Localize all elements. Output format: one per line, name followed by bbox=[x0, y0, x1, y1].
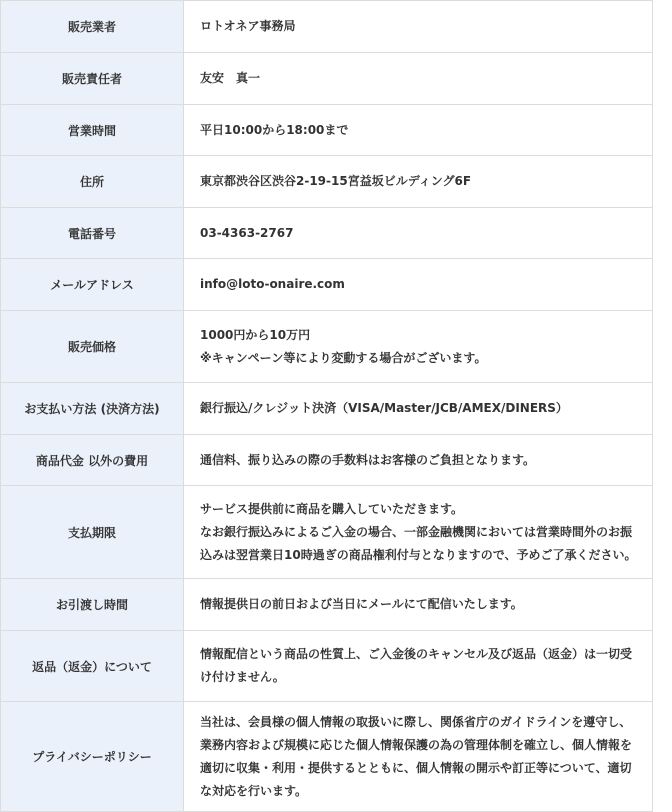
row-label: 商品代金 以外の費用 bbox=[1, 435, 184, 486]
value-line: なお銀行振込みによるご入金の場合、一部金融機関においては営業時間外のお振 bbox=[200, 524, 633, 539]
row-label: 返品（返金）について bbox=[1, 631, 184, 702]
table-row bbox=[1, 579, 653, 631]
row-value bbox=[184, 105, 653, 156]
row-label: メールアドレス bbox=[1, 259, 184, 311]
value-line: 込みは翌営業日10時過ぎの商品権利付与となりますので、予めご了承ください。 bbox=[200, 547, 637, 562]
row-value bbox=[184, 208, 653, 259]
row-label: お引渡し時間 bbox=[1, 579, 184, 631]
value-line: 1000円から10万円 bbox=[200, 327, 311, 342]
row-value bbox=[184, 53, 653, 105]
value-line: 通信料、振り込みの際の手数料はお客様のご負担となります。 bbox=[200, 452, 536, 467]
value-line: 当社は、会員様の個人情報の取扱いに際し、関係省庁のガイドラインを遵守し、 bbox=[200, 714, 632, 729]
row-value bbox=[184, 1, 653, 53]
table-row bbox=[1, 486, 653, 579]
row-value bbox=[184, 631, 653, 702]
row-label: プライバシーポリシー bbox=[1, 702, 184, 812]
table-row bbox=[1, 105, 653, 156]
table-row bbox=[1, 702, 653, 812]
row-label: 販売価格 bbox=[1, 311, 184, 383]
value-line: 業務内容および規模に応じた個人情報保護の為の管理体制を確立し、個人情報を bbox=[200, 737, 633, 752]
value-line: 適切に収集・利用・提供するとともに、個人情報の開示や訂正等について、適切 bbox=[200, 760, 632, 775]
row-label: 販売責任者 bbox=[1, 53, 184, 105]
table-row bbox=[1, 53, 653, 105]
value-line: 友安 真一 bbox=[200, 71, 261, 85]
table-row bbox=[1, 631, 653, 702]
value-line: け付けません。 bbox=[200, 670, 285, 684]
table-row bbox=[1, 156, 653, 208]
value-line: info@loto-onaire.com bbox=[200, 277, 345, 291]
value-line: 情報提供日の前日および当日にメールにて配信いたします。 bbox=[200, 597, 523, 611]
value-line: 平日10:00から18:00まで bbox=[200, 122, 349, 137]
row-value bbox=[184, 156, 653, 208]
value-line: ※キャンペーン等により変動する場合がございます。 bbox=[200, 350, 487, 365]
row-value bbox=[184, 311, 653, 383]
value-line: サービス提供前に商品を購入していただきます。 bbox=[200, 501, 464, 516]
row-value bbox=[184, 702, 653, 812]
row-value bbox=[184, 383, 653, 435]
row-label: 支払期限 bbox=[1, 486, 184, 579]
row-label: 販売業者 bbox=[1, 1, 184, 53]
row-label: 営業時間 bbox=[1, 105, 184, 156]
value-line: 東京都渋谷区渋谷2-19-15宮益坂ビルディング6F bbox=[200, 174, 472, 188]
table-row bbox=[1, 311, 653, 383]
table-row bbox=[1, 1, 653, 53]
value-line: な対応を行います。 bbox=[200, 783, 308, 798]
table-row bbox=[1, 259, 653, 311]
table-row bbox=[1, 208, 653, 259]
row-label: お支払い方法 (決済方法) bbox=[1, 383, 184, 435]
row-label: 住所 bbox=[1, 156, 184, 208]
value-line: 情報配信という商品の性質上、ご入金後のキャンセル及び返品（返金）は一切受 bbox=[200, 647, 633, 661]
table-row bbox=[1, 383, 653, 435]
row-label: 電話番号 bbox=[1, 208, 184, 259]
row-value bbox=[184, 435, 653, 486]
value-line: 銀行振込/クレジット決済（VISA/Master/JCB/AMEX/DINERS） bbox=[200, 401, 568, 415]
table-row bbox=[1, 435, 653, 486]
row-value bbox=[184, 259, 653, 311]
value-line: ロトオネア事務局 bbox=[200, 19, 296, 33]
row-value bbox=[184, 579, 653, 631]
value-line: 03-4363-2767 bbox=[200, 225, 294, 240]
row-value bbox=[184, 486, 653, 579]
